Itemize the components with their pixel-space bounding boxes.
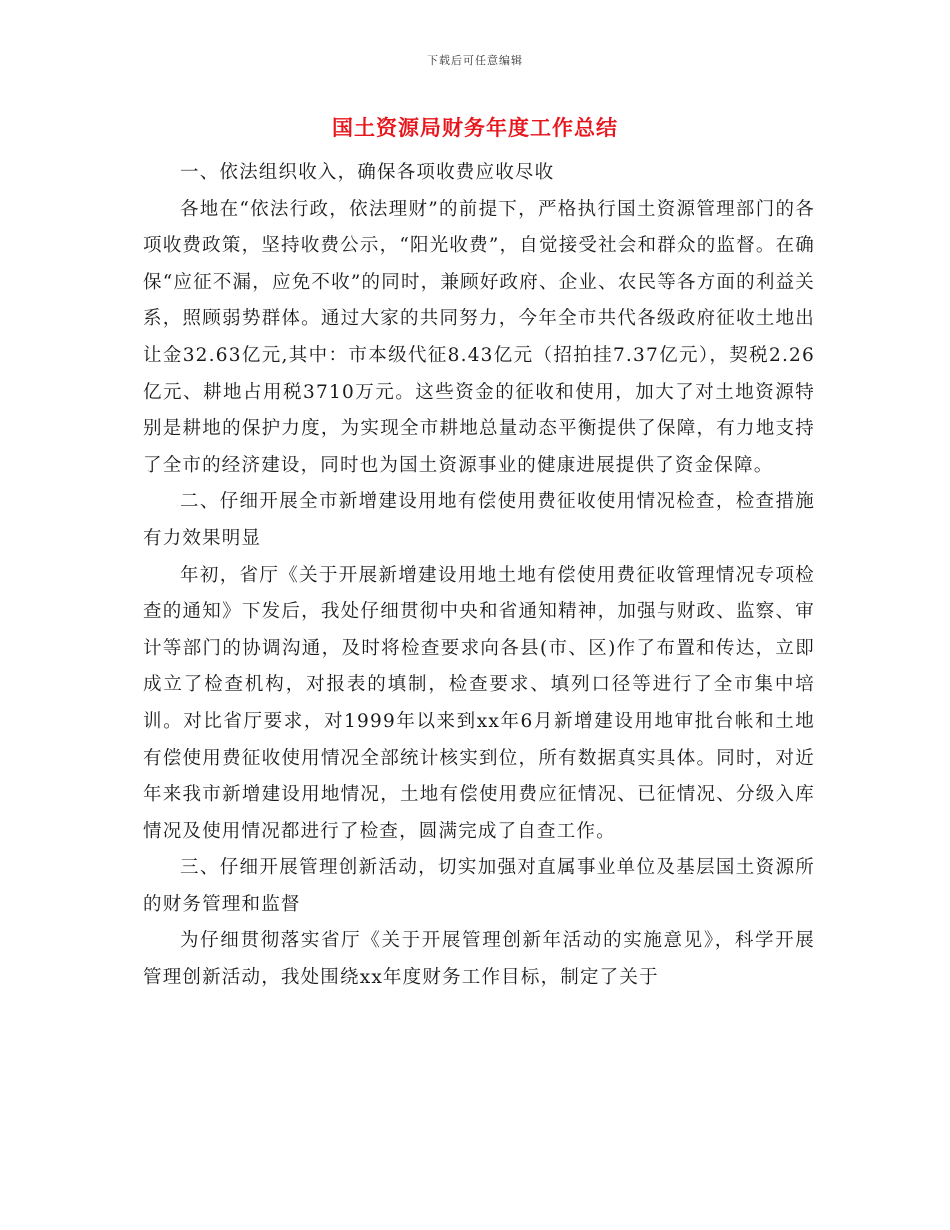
body-paragraph: 各地在“依法行政，依法理财”的前提下，严格执行国土资源管理部门的各项收费政策，坚持收费公示，“阳光收费”，自觉接受社会和群众的监督。在确保“应征不漏，应免不收”的同时，兼顾好政府、企业、农民等各方面的利益关系，照顾弱势群体。通过大家的共同努力，今年全市共代各级政府征收土地出让金32.63亿元,其中：市本级代征8.43亿元（招拍挂7.37亿元），契税2.26亿元、耕地占用税3710万元。这些资金的征收和使用，加大了对土地资源特别是耕地的保护力度，为实现全市耕地总量动态平衡提供了保障，有力地支持了全市的经济建设，同时也为国土资源事业的健康进展提供了资金保障。 (143, 198, 815, 476)
body-paragraph: 为仔细贯彻落实省厅《关于开展管理创新年活动的实施意见》，科学开展管理创新活动，我处围绕xx年度财务工作目标，制定了关于 (143, 930, 815, 989)
document-body (143, 155, 815, 997)
section-heading-2: 二、仔细开展全市新增建设用地有偿使用费征收使用情况检查，检查措施有力效果明显 (143, 491, 815, 549)
body-paragraph: 年初，省厅《关于开展新增建设用地土地有偿使用费征收管理情况专项检查的通知》下发后，我处仔细贯彻中央和省通知精神，加强与财政、监察、审计等部门的协调沟通，及时将检查要求向各县(市、区)作了布置和传达，立即成立了检查机构，对报表的填制，检查要求、填列口径等进行了全市集中培训。对比省厅要求，对1999年以来到xx年6月新增建设用地审批台帐和土地有偿使用费征收使用情况全部统计核实到位，所有数据真实具体。同时，对近年来我市新增建设用地情况，土地有偿使用费应征情况、已征情况、分级入库情况及使用情况都进行了检查，圆满完成了自查工作。 (143, 564, 815, 842)
section-heading-3: 三、仔细开展管理创新活动，切实加强对直属事业单位及基层国土资源所的财务管理和监督 (143, 857, 815, 915)
document-title: 国土资源局财务年度工作总结 (332, 115, 618, 140)
section-heading-1: 一、依法组织收入，确保各项收费应收尽收 (180, 162, 555, 183)
page-header-note: 下载后可任意编辑 (427, 54, 523, 67)
